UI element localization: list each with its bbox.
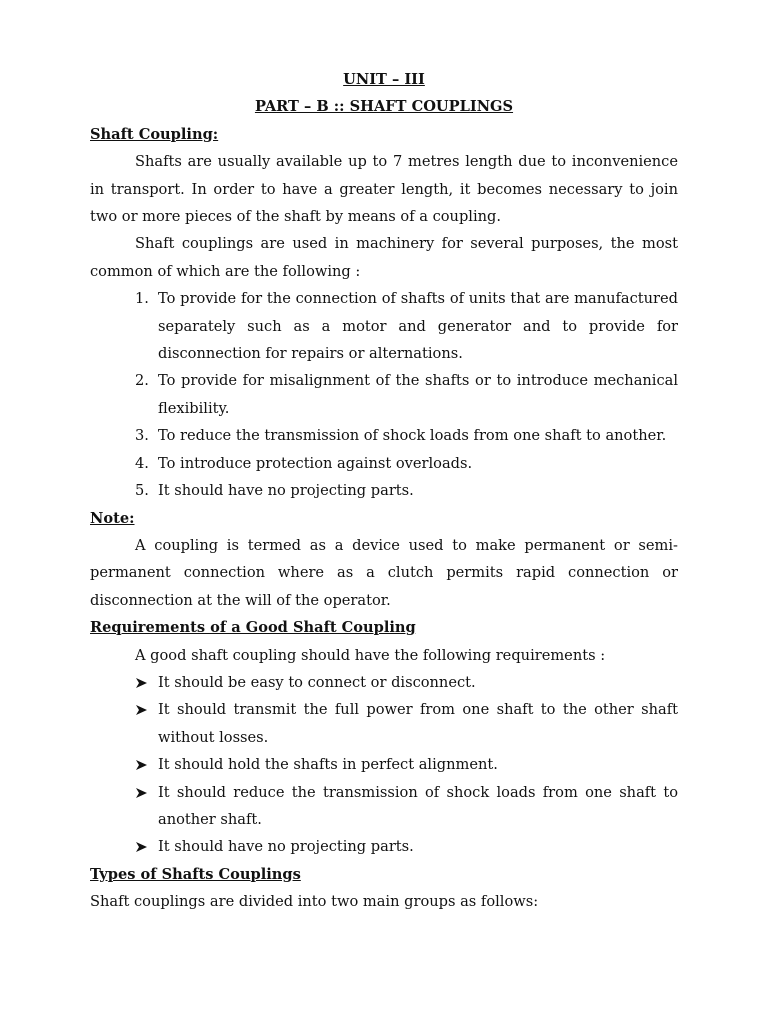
shaft-coupling-heading: Shaft Coupling: [90, 125, 219, 143]
purposes-list [90, 285, 678, 504]
list-item-text: To provide for the connection of shafts of units that are manufactured separately such as a motor and generator and to provide for disconnection for repairs or alternations. [158, 290, 678, 363]
list-item [90, 285, 678, 367]
list-item-text: It should be easy to connect or disconnect. [158, 673, 476, 691]
list-item-text: To introduce protection against overloads. [158, 454, 473, 472]
list-item-text: It should have no projecting parts. [158, 482, 414, 500]
requirements-intro: A good shaft coupling should have the following requirements : [135, 646, 606, 664]
note-paragraph: A coupling is termed as a device used to make permanent or semi-permanent connection where as a clutch permits rapid connection or disconnection at the will of the operator. [90, 536, 678, 609]
list-number: 2. [135, 372, 149, 390]
shaft-coupling-purposes-paragraph: Shaft couplings are used in machinery for several purposes, the most common of which are the following : [90, 235, 678, 280]
list-item [90, 696, 678, 751]
list-item [90, 751, 678, 778]
list-item-text: To reduce the transmission of shock loads from one shaft to another. [158, 427, 667, 445]
list-item-text: It should hold the shafts in perfect alignment. [158, 756, 498, 774]
page-content [90, 66, 678, 916]
arrow-bullet-icon [136, 760, 147, 770]
list-item [90, 669, 678, 696]
unit-title: UNIT – III [343, 71, 425, 88]
note-heading: Note: [90, 509, 135, 527]
arrow-bullet-icon [136, 705, 147, 715]
list-number: 1. [135, 290, 149, 308]
shaft-coupling-paragraph: Shafts are usually available up to 7 metres length due to inconvenience in transport. In order to have a greater length, it becomes necessary to join two or more pieces of the shaft by means of a coupling. [90, 153, 678, 226]
list-item-text: It should have no projecting parts. [158, 838, 414, 856]
arrow-bullet-icon [136, 842, 147, 852]
list-number: 4. [135, 454, 149, 472]
list-item [90, 477, 678, 504]
list-item-text: It should reduce the transmission of shock loads from one shaft to another shaft. [158, 783, 678, 828]
list-item [90, 367, 678, 422]
list-number: 3. [135, 427, 149, 445]
part-title: PART – B :: SHAFT COUPLINGS [254, 98, 514, 116]
list-item-text: It should transmit the full power from one shaft to the other shaft without losses. [158, 701, 678, 746]
list-item [90, 450, 678, 477]
list-item [90, 833, 678, 860]
list-item [90, 779, 678, 834]
list-item-text: To provide for misalignment of the shafts or to introduce mechanical flexibility. [158, 372, 678, 417]
types-heading: Types of Shafts Couplings [90, 865, 301, 883]
requirements-list [90, 669, 678, 861]
types-paragraph: Shaft couplings are divided into two main groups as follows: [90, 893, 539, 911]
arrow-bullet-icon [136, 678, 147, 688]
list-item [90, 422, 678, 449]
requirements-heading: Requirements of a Good Shaft Coupling [90, 619, 416, 637]
arrow-bullet-icon [136, 788, 147, 798]
list-number: 5. [135, 482, 149, 500]
